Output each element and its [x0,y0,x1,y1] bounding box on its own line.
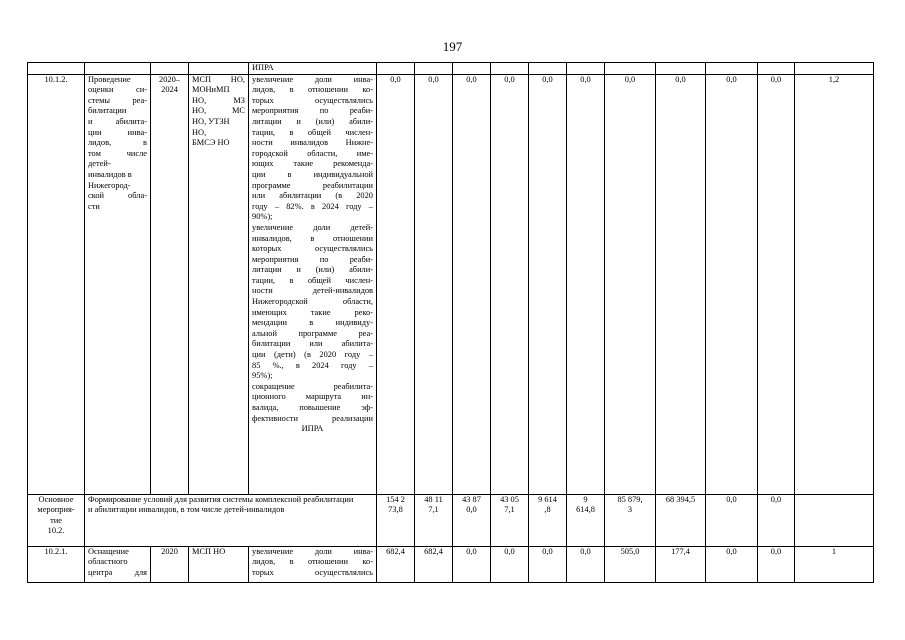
value-cell: 682,4 [415,546,453,582]
value-cell: 9 614 ,8 [529,494,567,546]
indicator-cell: увеличение доли инва- лидов, в отношении ко- торых осуществлялись [249,546,377,582]
value-cell: 682,4 [377,546,415,582]
executors-cell: МСП НО [189,546,249,582]
value-cell: 43 05 7,1 [491,494,529,546]
indicator-cell: ИПРА [249,63,377,75]
measure-name: Проведение оценки си- стемы реа- билитации и абилита- ции инва- лидов, в том числе детей- инвалидов в Нижегород- ской обла- сти [85,74,151,494]
table-row-10-1-2 [28,74,874,494]
value-cell: 505,0 [605,546,656,582]
value-cell: 0,0 [758,546,795,582]
value-cell: 0,0 [453,546,491,582]
value-cell: 154 2 73,8 [377,494,415,546]
value-cell [795,494,874,546]
value-cell: 0,0 [656,74,706,494]
value-cell: 0,0 [605,74,656,494]
value-cell: 0,0 [706,494,758,546]
value-cell: 1,2 [795,74,874,494]
value-cell: 0,0 [377,74,415,494]
indicator-cell: увеличение доли инва- лидов, в отношении ко- торых осуществлялись мероприятия по реаби- литации и (или) абили- тации, в общей числен- ности инвалидов Нижне- городской области, име- ющих такие рекоменда- ции в индивидуальной программе реабилитации или абилитации (в 2020 году – 82%. в 2024 году – 90%); увеличение доли детей- инвалидов, в отношении которых осуществлялись мероприятия по реаби- литации и (или) абили- тации, в общей числен- ности детей-инвалидов Нижегородской области, имеющих такие реко- мендации в индивиду- альной программе реа- билитации или абилита- ции (дети) (в 2020 году – 85 %., в 2024 году – 95%); сокращение реабилита- ционного маршрута ин- валида, повышение эф- фективности реализации ИПРА [249,74,377,494]
row-code: Основное мероприя- тие 10.2. [28,494,85,546]
page-number: 197 [442,39,463,54]
measure-name: Оснащение областного центра для [85,546,151,582]
value-cell: 0,0 [758,74,795,494]
executors-cell: МСП НО, МОНиМП НО, МЗ НО, МС НО, УТЗН НО, БМСЭ НО [189,74,249,494]
value-cell: 9 614,8 [567,494,605,546]
program-table [27,62,874,583]
value-cell: 0,0 [706,74,758,494]
value-cell: 85 879, 3 [605,494,656,546]
value-cell: 68 394,5 [656,494,706,546]
value-cell: 0,0 [758,494,795,546]
continued-row [28,63,874,75]
table-row-main-10-2 [28,494,874,546]
value-cell: 0,0 [415,74,453,494]
value-cell: 48 11 7,1 [415,494,453,546]
years-cell: 2020 [151,546,189,582]
row-code: 10.1.2. [28,74,85,494]
value-cell: 177,4 [656,546,706,582]
value-cell: 0,0 [491,74,529,494]
row-code: 10.2.1. [28,546,85,582]
years-cell: 2020– 2024 [151,74,189,494]
value-cell: 0,0 [567,546,605,582]
value-cell: 0,0 [706,546,758,582]
table-row-10-2-1 [28,546,874,582]
main-measure-name: Формирование условий для развития системы комплексной реабилитации и абилитации инвалидов, в том числе детей-инвалидов [85,494,377,546]
value-cell: 0,0 [453,74,491,494]
value-cell: 1 [795,546,874,582]
value-cell: 43 87 0,0 [453,494,491,546]
value-cell: 0,0 [567,74,605,494]
value-cell: 0,0 [529,546,567,582]
value-cell: 0,0 [529,74,567,494]
value-cell: 0,0 [491,546,529,582]
